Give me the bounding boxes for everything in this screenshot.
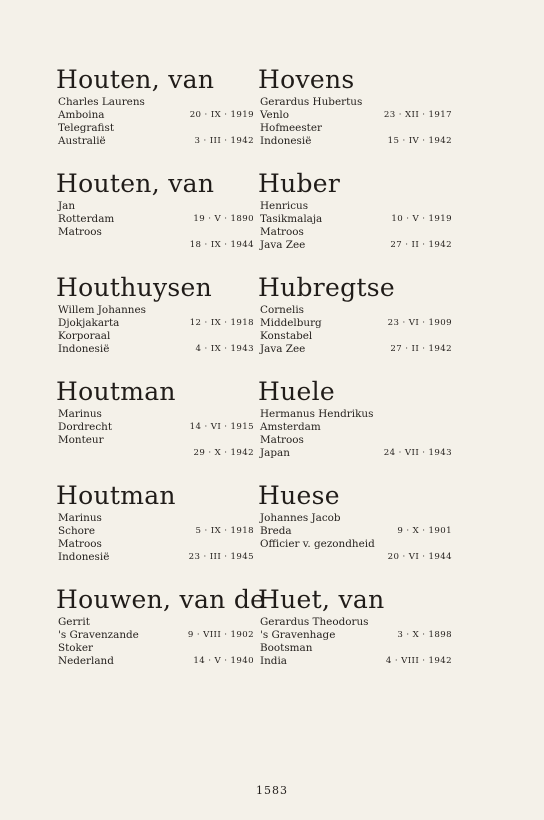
entry-given-names-line (56, 96, 256, 109)
entry-given-names-line (258, 96, 448, 109)
birthplace: 's Gravenzande (58, 629, 139, 641)
register-entry (56, 170, 256, 252)
entry-death-line (56, 343, 256, 356)
birth-date: 5 · IX · 1918 (195, 526, 254, 536)
birthplace: Schore (58, 525, 96, 537)
entry-occupation-line (56, 330, 256, 343)
given-names: Hermanus Hendrikus (260, 408, 374, 420)
entry-death-line (56, 447, 256, 460)
occupation: Korporaal (58, 330, 111, 342)
entry-occupation-line (258, 330, 448, 343)
entry-birthplace-line (258, 317, 452, 330)
occupation: Matroos (260, 226, 304, 238)
death-date: 14 · V · 1940 (193, 656, 254, 666)
entry-given-names-line (258, 200, 448, 213)
entry-death-line (258, 343, 452, 356)
death-date: 29 · X · 1942 (193, 448, 254, 458)
entry-surname: Huet, van (258, 585, 385, 614)
occupation: Matroos (58, 538, 102, 550)
entry-occupation-line (56, 226, 256, 239)
given-names: Gerardus Hubertus (260, 96, 363, 108)
given-names: Willem Johannes (58, 304, 146, 316)
entry-occupation-line (56, 538, 256, 551)
entry-given-names-line (258, 304, 448, 317)
entry-given-names-line (258, 512, 448, 525)
birthplace: Dordrecht (58, 421, 113, 433)
birth-date: 9 · X · 1901 (397, 526, 452, 536)
entry-birthplace-line (258, 109, 452, 122)
birthplace: Djokjakarta (58, 317, 120, 329)
occupation: Telegrafist (58, 122, 114, 134)
birthplace: Rotterdam (58, 213, 115, 225)
place-of-death: Indonesië (58, 343, 110, 355)
entry-birthplace-line (56, 629, 256, 642)
entry-surname: Houtman (56, 481, 176, 510)
register-entry (56, 585, 266, 668)
entry-occupation-line (258, 434, 448, 447)
entry-death-line (258, 135, 452, 148)
entry-death-line (258, 655, 452, 668)
death-date: 18 · IX · 1944 (189, 240, 254, 250)
entry-death-line (258, 447, 452, 460)
place-of-death: Java Zee (260, 239, 306, 251)
birth-date: 23 · XII · 1917 (383, 110, 452, 120)
entry-given-names-line (56, 616, 256, 629)
given-names: Marinus (58, 512, 102, 524)
birthplace: Amsterdam (260, 421, 321, 433)
place-of-death: Indonesië (260, 135, 312, 147)
entry-birthplace-line (56, 109, 256, 122)
given-names: Cornelis (260, 304, 304, 316)
given-names: Gerrit (58, 616, 90, 628)
entry-birthplace-line (56, 525, 256, 538)
occupation: Monteur (58, 434, 104, 446)
entry-given-names-line (258, 408, 448, 421)
register-entry (56, 274, 256, 356)
occupation: Matroos (260, 434, 304, 446)
birthplace: Middelburg (260, 317, 322, 329)
entry-birthplace-line (258, 629, 452, 642)
birth-date: 9 · VIII · 1902 (187, 630, 254, 640)
occupation: Hofmeester (260, 122, 322, 134)
birth-date: 23 · VI · 1909 (387, 318, 452, 328)
place-of-death: India (260, 655, 287, 667)
entry-birthplace-line (56, 317, 256, 330)
entry-surname: Hovens (258, 65, 355, 94)
entry-birthplace-line (56, 421, 256, 434)
register-entry (258, 65, 452, 148)
birthplace: Amboina (58, 109, 105, 121)
entry-death-line (56, 135, 256, 148)
given-names: Henricus (260, 200, 309, 212)
birth-date: 14 · VI · 1915 (189, 422, 254, 432)
entry-death-line (56, 239, 256, 252)
birthplace: Breda (260, 525, 292, 537)
birthplace: Tasikmalaja (260, 213, 323, 225)
entry-surname: Houwen, van de (56, 585, 266, 614)
given-names: Marinus (58, 408, 102, 420)
death-date: 15 · IV · 1942 (387, 136, 452, 146)
entry-given-names-line (56, 200, 256, 213)
entry-surname: Houtman (56, 377, 176, 406)
place-of-death: Australië (58, 135, 106, 147)
death-date: 27 · II · 1942 (390, 344, 452, 354)
occupation: Officier v. gezondheid (260, 538, 375, 550)
birthplace: Venlo (260, 109, 289, 121)
place-of-death: Nederland (58, 655, 114, 667)
entry-occupation-line (258, 226, 448, 239)
place-of-death: Indonesië (58, 551, 110, 563)
register-entry (258, 377, 452, 460)
entry-occupation-line (56, 642, 256, 655)
entry-occupation-line (56, 122, 256, 135)
birth-date: 3 · X · 1898 (397, 630, 452, 640)
occupation: Stoker (58, 642, 93, 654)
entry-occupation-line (258, 122, 448, 135)
death-date: 4 · VIII · 1942 (385, 656, 452, 666)
entry-death-line (258, 239, 452, 252)
entry-surname: Huese (258, 481, 340, 510)
entry-birthplace-line (258, 213, 452, 226)
register-entry (258, 169, 452, 252)
register-entry (258, 481, 452, 564)
entry-given-names-line (56, 304, 256, 317)
entry-surname: Houten, van (56, 65, 215, 94)
occupation: Konstabel (260, 330, 313, 342)
entry-given-names-line (56, 512, 256, 525)
register-entry (56, 378, 256, 460)
entry-death-line (56, 551, 256, 564)
given-names: Gerardus Theodorus (260, 616, 369, 628)
death-date: 27 · II · 1942 (390, 240, 452, 250)
entry-surname: Hubregtse (258, 273, 396, 302)
birthplace: 's Gravenhage (260, 629, 336, 641)
occupation: Bootsman (260, 642, 313, 654)
entry-occupation-line (258, 642, 448, 655)
register-entry (258, 273, 452, 356)
birth-date: 19 · V · 1890 (193, 214, 254, 224)
place-of-death: Japan (260, 447, 290, 459)
death-date: 4 · IX · 1943 (195, 344, 254, 354)
occupation: Matroos (58, 226, 102, 238)
entry-given-names-line (258, 616, 448, 629)
page-number: 1583 (256, 784, 288, 797)
birth-date: 10 · V · 1919 (391, 214, 452, 224)
entry-birthplace-line (56, 213, 256, 226)
birth-date: 20 · IX · 1919 (189, 110, 254, 120)
entry-birthplace-line (258, 525, 452, 538)
death-date: 3 · III · 1942 (194, 136, 254, 146)
entry-death-line (258, 551, 452, 564)
entry-surname: Houthuysen (56, 273, 213, 302)
entry-occupation-line (258, 538, 448, 551)
register-entry (56, 66, 256, 148)
entry-birthplace-line (258, 421, 448, 434)
birth-date: 12 · IX · 1918 (189, 318, 254, 328)
given-names: Johannes Jacob (260, 512, 341, 524)
register-entry (258, 585, 452, 668)
entry-given-names-line (56, 408, 256, 421)
death-date: 20 · VI · 1944 (387, 552, 452, 562)
death-date: 24 · VII · 1943 (383, 448, 452, 458)
entry-death-line (56, 655, 256, 668)
entry-surname: Huber (258, 169, 341, 198)
entry-surname: Houten, van (56, 169, 215, 198)
entry-surname: Huele (258, 377, 335, 406)
given-names: Charles Laurens (58, 96, 145, 108)
entry-occupation-line (56, 434, 256, 447)
register-entry (56, 482, 256, 564)
death-date: 23 · III · 1945 (188, 552, 254, 562)
given-names: Jan (58, 200, 76, 212)
place-of-death: Java Zee (260, 343, 306, 355)
